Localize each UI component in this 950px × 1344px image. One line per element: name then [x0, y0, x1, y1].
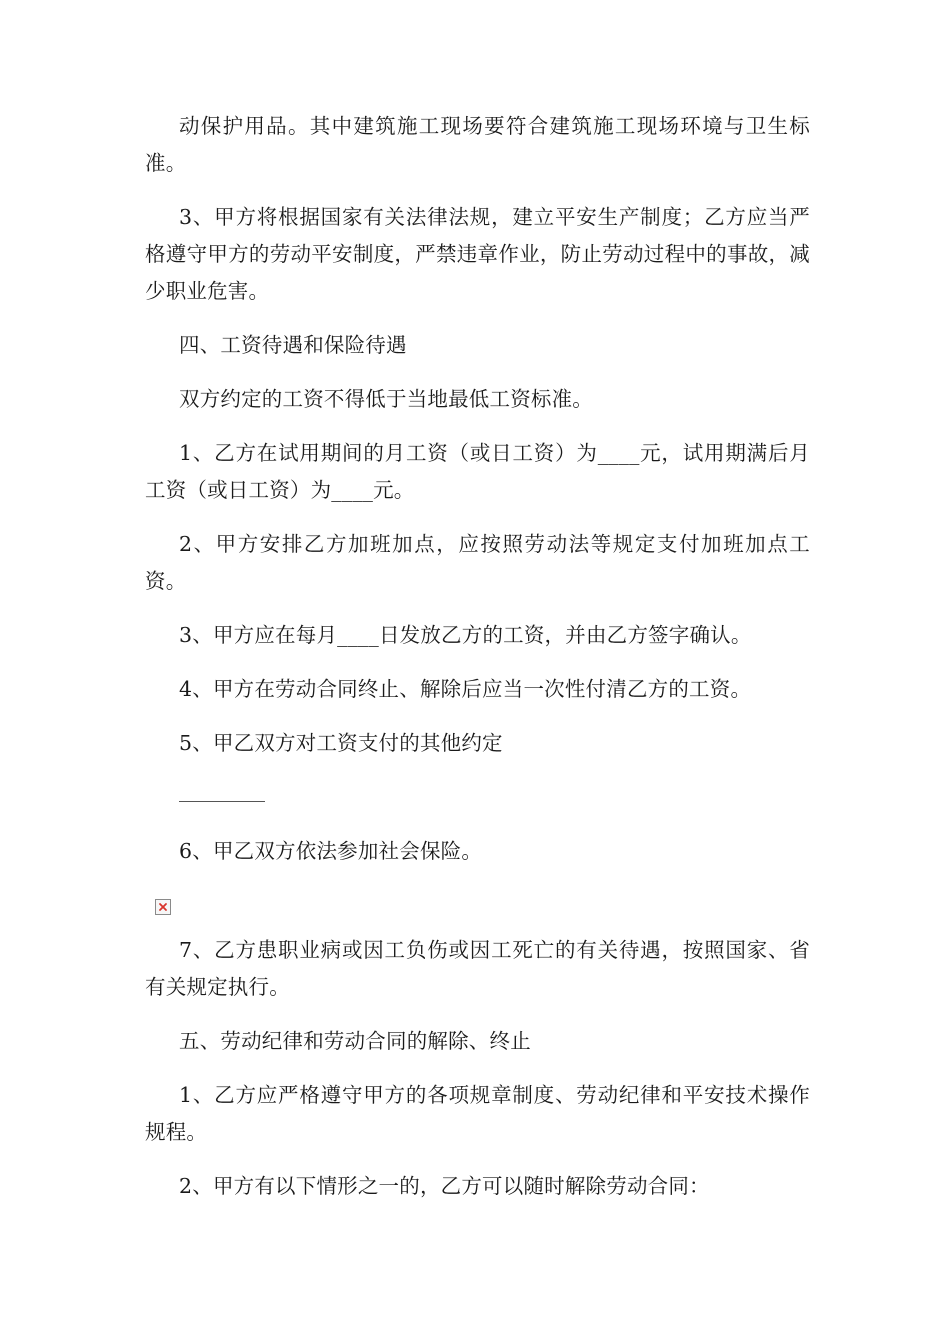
fill-in-blank-line [179, 779, 810, 816]
paragraph-protective-equipment: 动保护用品。其中建筑施工现场要符合建筑施工现场环境与卫生标准。 [145, 114, 810, 175]
paragraph-social-insurance: 6、甲乙双方依法参加社会保险。 [179, 839, 483, 863]
blank-underline [179, 801, 265, 802]
paragraph-comply-rules: 1、乙方应严格遵守甲方的各项规章制度、劳动纪律和平安技术操作规程。 [145, 1083, 810, 1144]
paragraph-minimum-wage: 双方约定的工资不得低于当地最低工资标准。 [179, 387, 593, 411]
paragraph-other-wage-agreements: 5、甲乙双方对工资支付的其他约定 [179, 731, 503, 755]
paragraph-overtime-pay: 2、甲方安排乙方加班加点，应按照劳动法等规定支付加班加点工资。 [145, 532, 810, 593]
paragraph-employee-termination-rights: 2、甲方有以下情形之一的，乙方可以随时解除劳动合同： [179, 1174, 710, 1198]
paragraph-final-payment: 4、甲方在劳动合同终止、解除后应当一次性付清乙方的工资。 [179, 677, 752, 701]
paragraph-safety-production: 3、甲方将根据国家有关法律法规，建立平安生产制度；乙方应当严格遵守甲方的劳动平安制度，严禁违章作业，防止劳动过程中的事故，减少职业危害。 [145, 205, 810, 303]
document-body [145, 108, 810, 1222]
paragraph-probation-wage: 1、乙方在试用期间的月工资（或日工资）为____元，试用期满后月工资（或日工资）为____元。 [145, 441, 810, 502]
image-placeholder-row [145, 887, 810, 932]
red-x-icon [158, 902, 168, 912]
broken-image-icon [155, 899, 171, 915]
paragraph-occupational-disease: 7、乙方患职业病或因工负伤或因工死亡的有关待遇，按照国家、省有关规定执行。 [145, 938, 810, 999]
section-heading-discipline-termination: 五、劳动纪律和劳动合同的解除、终止 [179, 1029, 531, 1053]
section-heading-wages: 四、工资待遇和保险待遇 [179, 333, 407, 357]
paragraph-payday: 3、甲方应在每月____日发放乙方的工资，并由乙方签字确认。 [179, 623, 752, 647]
